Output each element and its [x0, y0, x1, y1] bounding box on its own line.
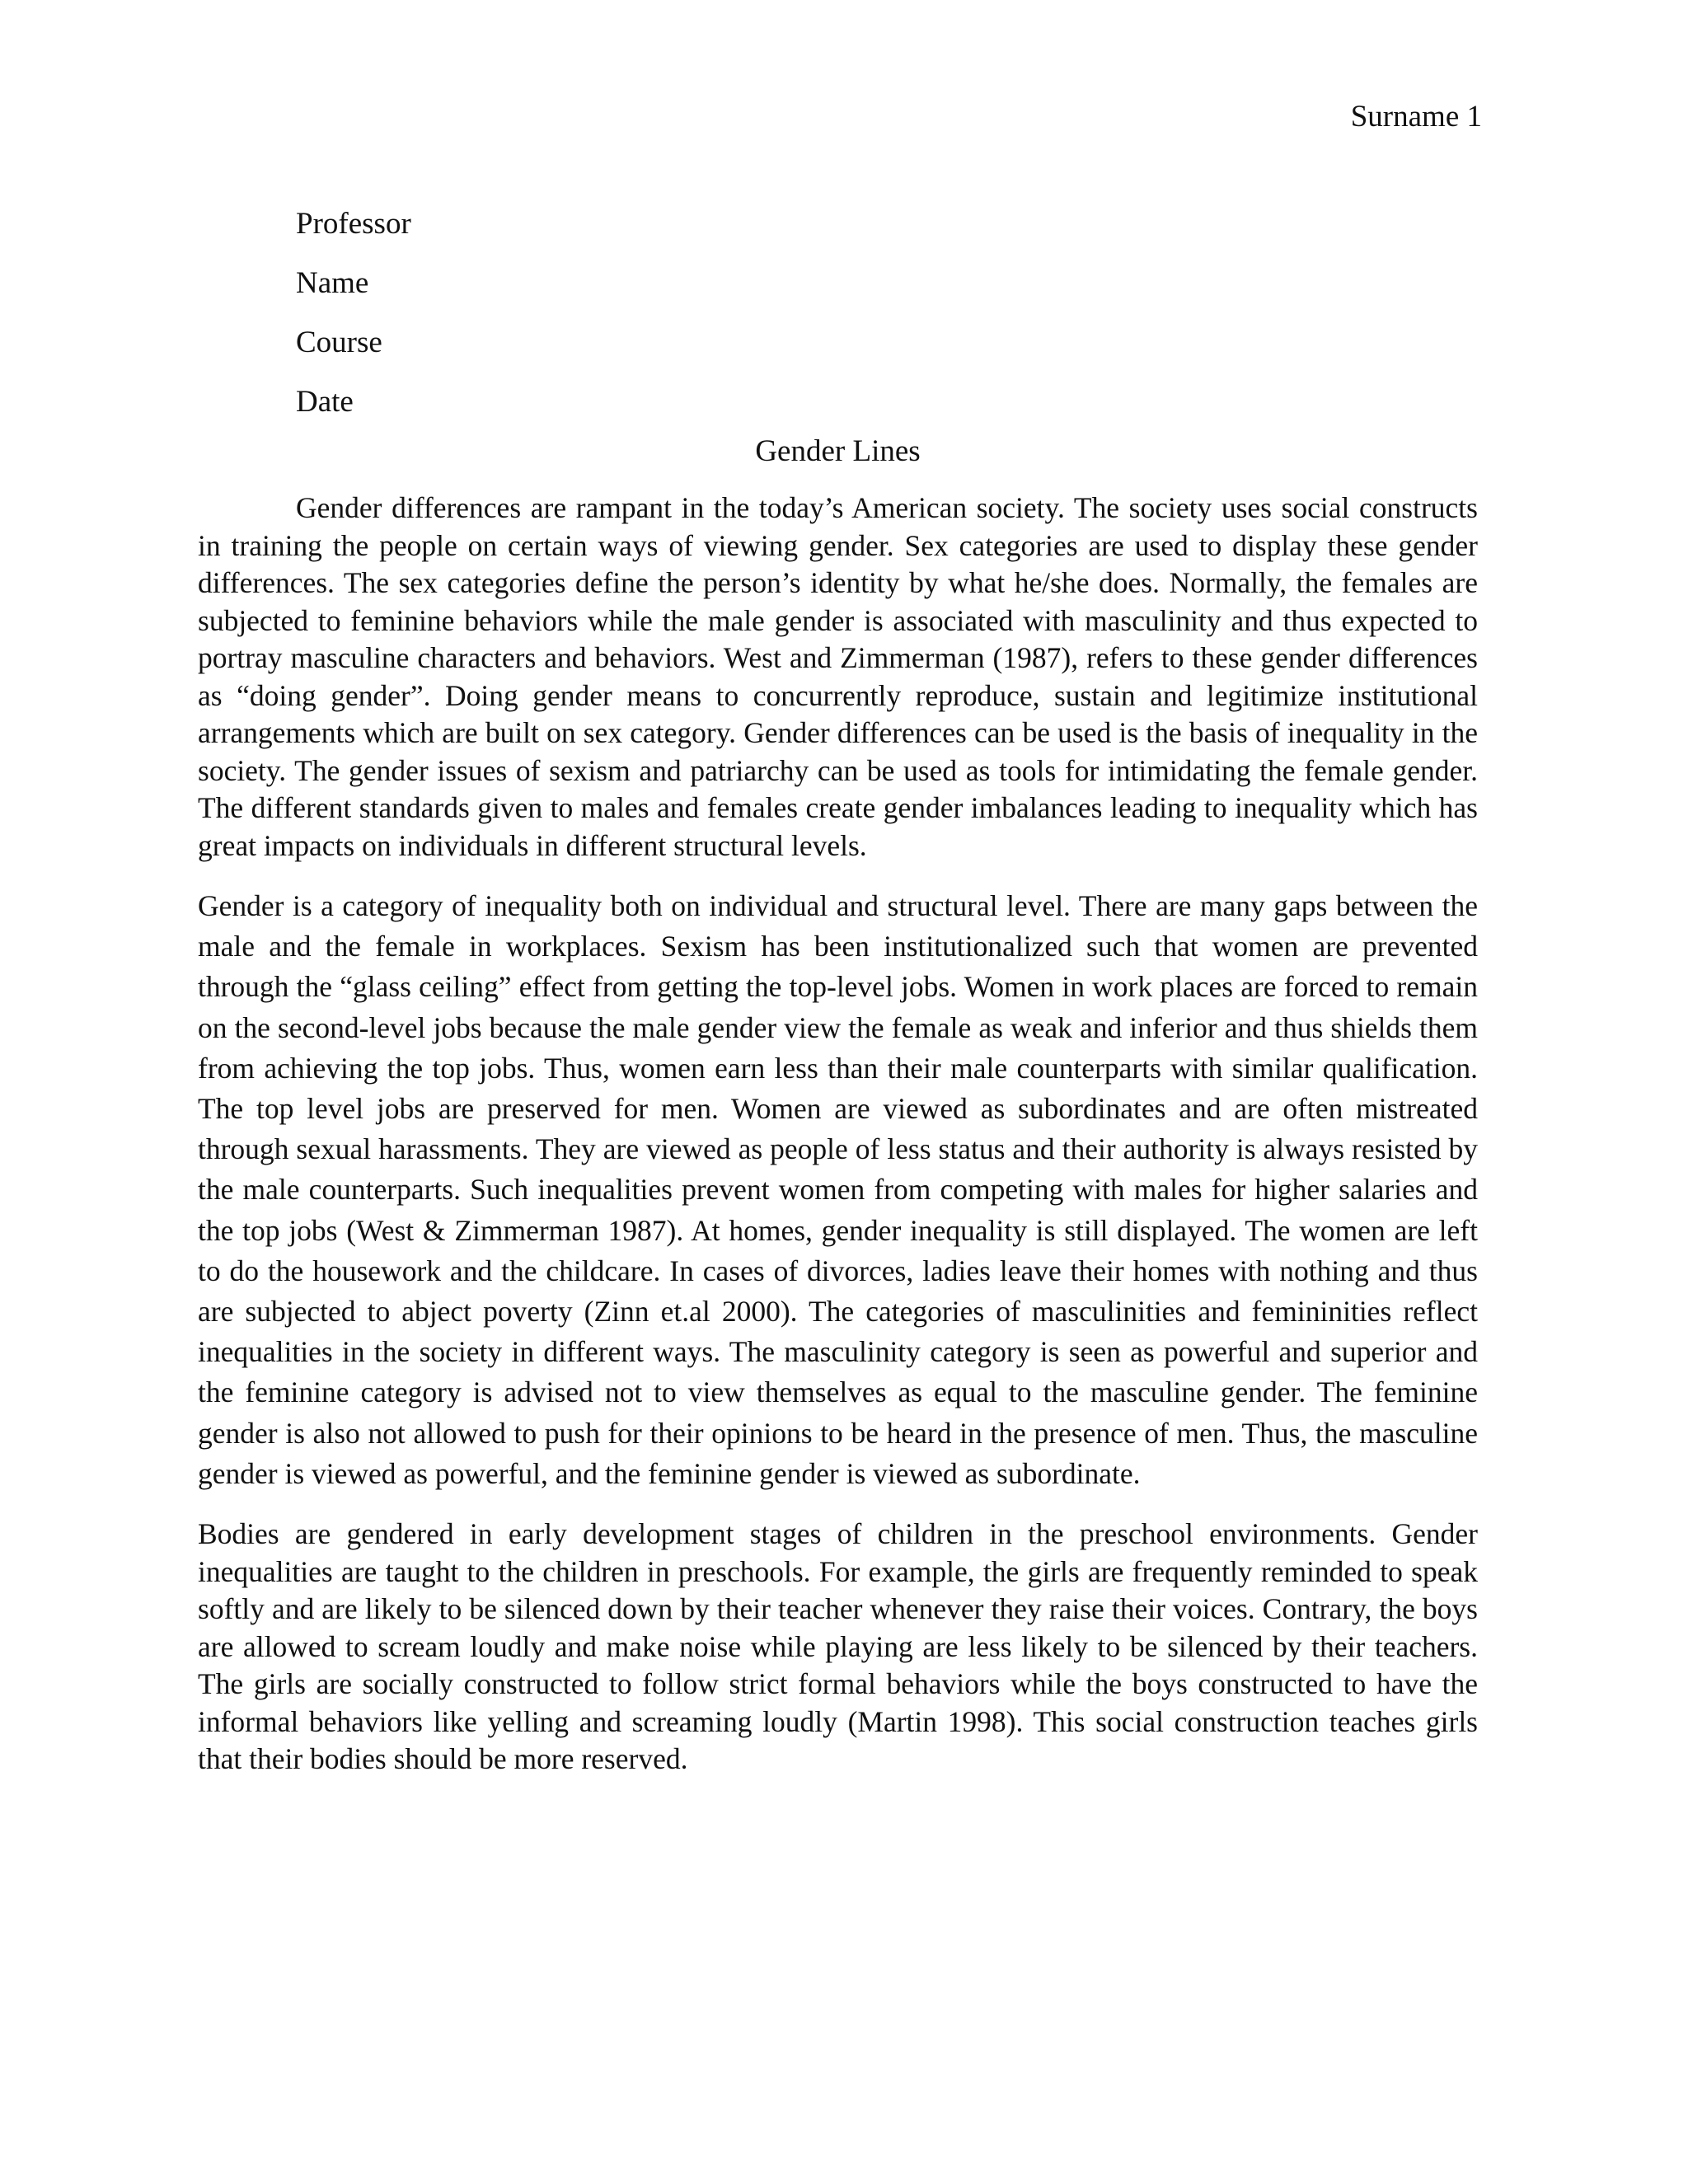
paragraph-3: Bodies are gendered in early development stages of children in the preschool environments. Gender inequalities are taught to the children in preschools. For example, the girls are frequently reminded to speak softly and are likely to be silenced down by their teacher whenever they raise their voices. Contrary, the boys are allowed to scream loudly and make noise while playing are less likely to be silenced by their teachers. The girls are socially constructed to follow strict formal behaviors while the boys constructed to have the informal behaviors like yelling and screaming loudly (Martin 1998). This social construction teaches girls that their bodies should be more reserved.: [198, 1517, 1478, 1776]
essay-body: [198, 490, 1478, 1779]
date-line: Date: [296, 385, 354, 419]
running-head: Surname 1: [1350, 100, 1482, 134]
essay-title: Gender Lines: [755, 434, 921, 468]
heading-block: [296, 194, 411, 432]
name-line: Name: [296, 266, 369, 300]
paragraph-1: Gender differences are rampant in the today’s American society. The society uses social constructs in training the people on certain ways of viewing gender. Sex categories are used to display these gender differences. The sex categories define the person’s identity by what he/she does. Normally, the females are subjected to feminine behaviors while the male gender is associated with masculinity and thus expected to portray masculine characters and behaviors. West and Zimmerman (1987), refers to these gender differences as “doing gender”. Doing gender means to concurrently reproduce, sustain and legitimize institutional arrangements which are built on sex category. Gender differences can be used is the basis of inequality in the society. The gender issues of sexism and patriarchy can be used as tools for intimidating the female gender. The different standards given to males and females create gender imbalances leading to inequality which has great impacts on individuals in different structural levels.: [198, 491, 1478, 862]
paragraph-2: Gender is a category of inequality both on individual and structural level. There are many gaps between the male and the female in workplaces. Sexism has been institutionalized such that women are prevented through the “glass ceiling” effect from getting the top-level jobs. Women in work places are forced to remain on the second-level jobs because the male gender view the female as weak and inferior and thus shields them from achieving the top jobs. Thus, women earn less than their male counterparts with similar qualification. The top level jobs are preserved for men. Women are viewed as subordinates and are often mistreated through sexual harassments. They are viewed as people of less status and their authority is always resisted by the male counterparts. Such inequalities prevent women from competing with males for higher salaries and the top jobs (West & Zimmerman 1987). At homes, gender inequality is still displayed. The women are left to do the housework and the childcare. In cases of divorces, ladies leave their homes with nothing and thus are subjected to abject poverty (Zinn et.al 2000). The categories of masculinities and femininities reflect inequalities in the society in different ways. The masculinity category is seen as powerful and superior and the feminine category is advised not to view themselves as equal to the masculine gender. The feminine gender is also not allowed to push for their opinions to be heard in the presence of men. Thus, the masculine gender is viewed as powerful, and the feminine gender is viewed as subordinate.: [198, 889, 1478, 1490]
course-line: Course: [296, 326, 382, 359]
professor-line: Professor: [296, 207, 411, 241]
